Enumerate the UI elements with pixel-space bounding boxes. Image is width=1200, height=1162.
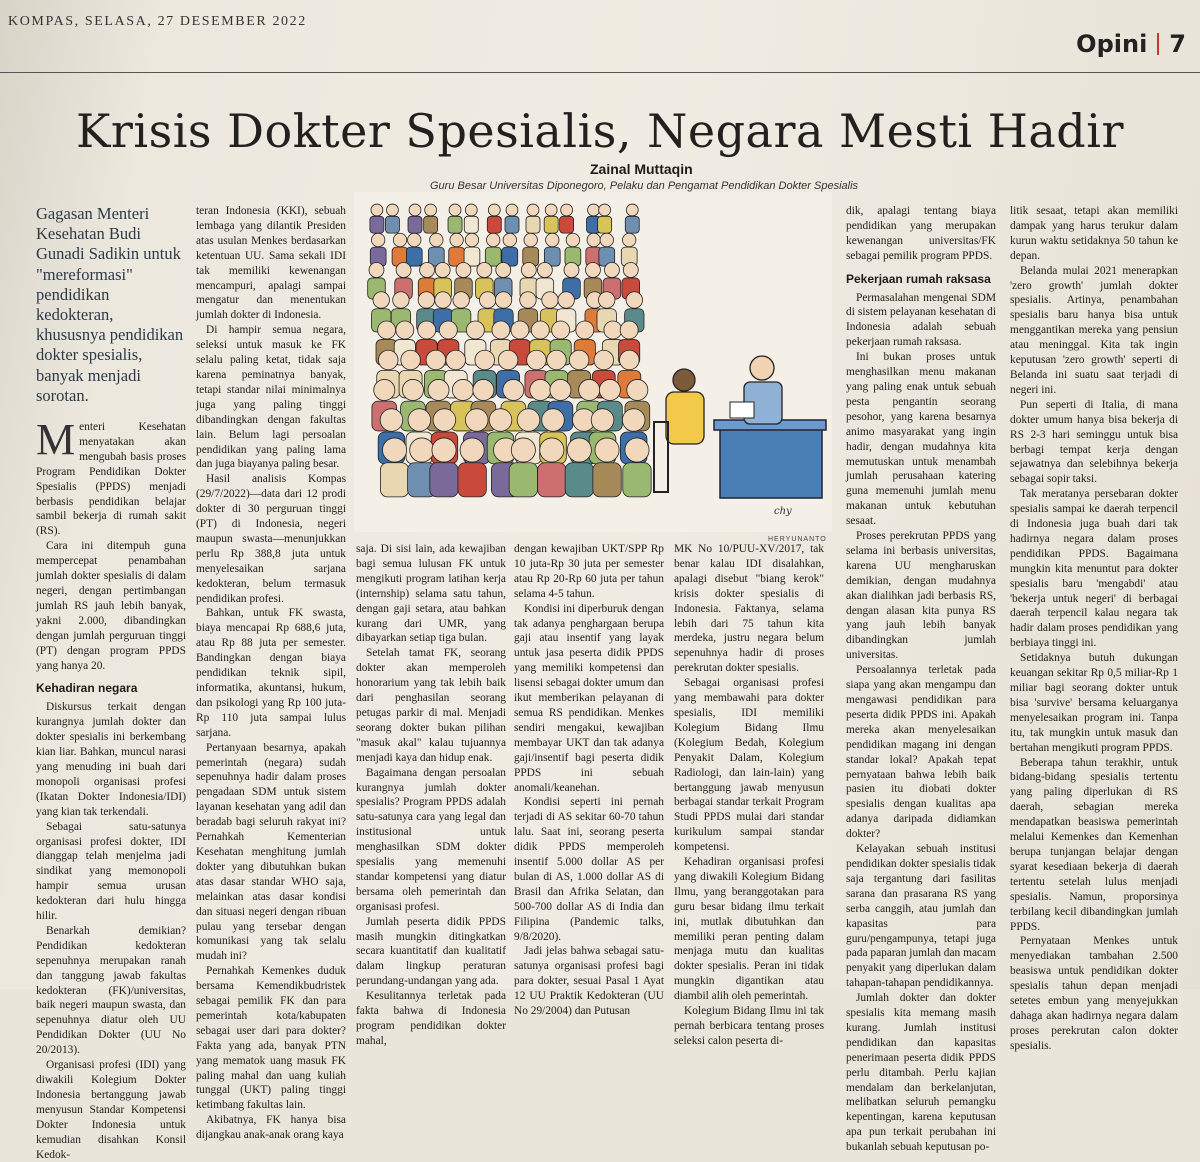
crowd-person-body xyxy=(408,216,422,233)
crowd-person-body xyxy=(458,463,486,497)
crowd-person-head xyxy=(466,321,484,339)
crowd-person-head xyxy=(465,204,477,216)
col2-para-4: Pertanyaan besarnya, apakah pemerintah (negara) sudah sepenuhnya hadir dalam proses pengadaan SDM untuk sistem layanan kesehatan yang adil dan beradab bagi seluruh rakyat ini? Pernahkah Kementerian Kesehatan menghitung jumlah dokter yang dibutuhkan bukan atas dasar standar WHO saja, melainkan atas dasar kondisi dan situasi negeri dengan ribuan pulau yang tersebar dengan komunikasi yang tak selalu mudah ini? xyxy=(196,741,346,963)
crowd-person-body xyxy=(385,216,399,233)
col1-para-0: Menteri Kesehatan menyatakan akan mengubah basis proses Program Pendidikan Dokter Spesialis (PPDS) menjadi berbasis pendidikan belajar sambil bekerja di rumah sakit (RS). xyxy=(36,415,186,538)
col1b-para-0: Diskursus terkait dengan kurangnya jumlah dokter dan dokter spesialis ini berkembang kian liar. Bahkan, muncul narasi yang menuding ini buah dari monopoli organisasi profesi (Ikatan Dokter Indonesia/IDI) yang kian tak terkendali. xyxy=(36,701,186,818)
crowd-person-head xyxy=(599,204,611,216)
col7-para-4: Setidaknya butuh dukungan keuangan sekitar Rp 0,5 miliar-Rp 1 miliar bagi seorang dokter untuk bisa 'survive' bersama keluarganya menyelesaikan program ini. Tanpa itu, tak mungkin untuk masuk dan bertahan mengikuti program PPDS. xyxy=(1010,652,1178,754)
crowd-person-head xyxy=(426,350,446,370)
crowd-person-head xyxy=(561,204,573,216)
col1-para-1: Cara ini ditempuh guna mempercepat penambahan jumlah dokter spesialis di dalam negeri, dengan pertimbangan jumlah RS jauh lebih banyak, yakni 2.000, dibandingkan dengan jumlah perguruan tinggi (PT) dengan program PPDS yang hanya 20. xyxy=(36,540,186,672)
crowd-figures xyxy=(368,204,652,497)
section-header xyxy=(1076,30,1186,58)
crowd-person-head xyxy=(520,292,536,308)
col2-para-5: Pernahkah Kemenkes duduk bersama Kemendikbudristek sebagai pemilik FK dan para pemerintah kota/kabupaten sebagai user dari para dokter? Fakta yang ada, banyak PTN yang mematok uang masuk FK paling mahal dan uang kuliah tunggal (UKT) paling tinggi ketimbang fakultas lain. xyxy=(196,965,346,1112)
crowd-person-head xyxy=(428,379,449,400)
crowd-person-head xyxy=(380,409,403,432)
crowd-person-head xyxy=(465,409,488,432)
col2-para-6: Akibatnya, FK hanya bisa dijangkau anak-anak orang kaya xyxy=(196,1114,346,1142)
doctor-head xyxy=(750,356,774,380)
crowd-person-body xyxy=(593,463,621,497)
crowd-person-head xyxy=(386,204,398,216)
col5-para-0: MK No 10/PUU-XV/2017, tak benar kalau IDI disalahkan, apalagi disebut "biang kerok" krisis dokter spesialis di Indonesia. Faktanya, selama lebih dari 75 tahun kita merdeka, justru negara belum sepenuhnya hadir di proses perekrutan dokter spesialis. xyxy=(674,543,824,675)
crowd-person-head xyxy=(627,379,648,400)
crowd-person-head xyxy=(604,321,622,339)
col3-para-3: Jumlah peserta didik PPDS masih mungkin ditingkatkan secara kuantitatif dan kualitatif dalam lingkup peraturan perundang-undangan yang ada. xyxy=(356,915,506,988)
col6-para-2: Proses perekrutan PPDS yang selama ini berbasis universitas, karena UU mengharuskan demikian, dengan mudahnya akan dialihkan jadi berbasis RS, dengan alasan kita punya RS yang jauh lebih banyak dibandingkan jumlah universitas. xyxy=(846,530,996,662)
crowd-person-head xyxy=(488,204,500,216)
col1b-para-1: Sebagai satu-satunya organisasi profesi dokter, IDI dianggap telah menjelma jadi sindikat yang memonopoli hampir semua urusan kedokteran dari hulu hingga hilir. xyxy=(36,820,186,923)
patient-body xyxy=(666,392,704,444)
crowd-person-body xyxy=(526,216,540,233)
crowd-person-head xyxy=(623,263,638,278)
column-6 xyxy=(846,204,996,1155)
crowd-person-head xyxy=(383,438,407,462)
col6-top-para: dik, apalagi tentang biaya pendidikan yang merupakan kewenangan universitas/FK sebagai pemilik program PPDS. xyxy=(846,205,996,262)
crowd-person-head xyxy=(393,292,409,308)
crowd-person-head xyxy=(378,321,396,339)
dropcap: M xyxy=(36,415,76,465)
col7-para-1: Belanda mulai 2021 menerapkan 'zero growth' jumlah dokter spesialis. Artinya, penambahan spesialis baru hanya bisa untuk menggantikan mereka yang pensiun atau meninggal. Kita tak ingin keputusan 'zero growth' seperti di Belanda ini suatu saat terjadi di negeri ini. xyxy=(1010,264,1178,396)
crowd-person-body xyxy=(565,463,593,497)
crowd-person-head xyxy=(530,379,551,400)
crowd-person-head xyxy=(524,233,537,246)
column-5 xyxy=(674,542,824,1049)
crowd-person-head xyxy=(558,292,574,308)
crowd-person-head xyxy=(531,321,549,339)
crowd-person-body xyxy=(424,216,438,233)
crowd-person-body xyxy=(623,463,651,497)
crowd-person-head xyxy=(540,438,564,462)
column-4 xyxy=(514,542,664,1019)
col7-para-0: litik sesaat, tetapi akan memiliki dampak yang harus terukur dalam kurun waktu setidaknya 50 tahun ke depan. xyxy=(1010,205,1178,262)
col5-para-2: Kehadiran organisasi profesi yang diwakili Kolegium Bidang Ilmu, yang beranggotakan para guru besar bidang ilmu terkait ini, mutlak dibutuhkan dan memiliki peran penting dalam menjaga mutu dan kualitas dokter spesialis. Peran ini tidak mungkin digantikan atau diambil alih oleh pemerintah. xyxy=(674,856,824,1003)
col3-para-0: saja. Di sisi lain, ada kewajiban bagi semua lulusan FK untuk mengikuti program latihan kerja (internship) selama satu tahun, dengan gaji setara, atau bahkan kurang dari UMR, yang dibayarkan setiap tiga bulan. xyxy=(356,543,506,645)
crowd-person-head xyxy=(435,292,451,308)
col6-para-5: Jumlah dokter dan dokter spesialis kita memang masih kurang. Jumlah institusi pendidikan dan kapasitas penerimaan peserta didik PPDS perlu ditambah. Perlu kajian mendalam dan berkelanjutan, melibatkan seluruh pemangku kepentingan, karena keputusan apa pun terkait perubahan ini bukanlah sebuah keputusan po- xyxy=(846,992,996,1154)
col2-para-0: teran Indonesia (KKI), sebuah lembaga yang dilantik Presiden atas usulan Menkes berdasarkan ketentuan UU. Sama sekali IDI tak memiliki kewenangan mencampuri, apalagi sampai mengatur dan menentukan jumlah dokter di Indonesia. xyxy=(196,205,346,322)
crowd-person-head xyxy=(396,263,411,278)
column-7 xyxy=(1010,204,1178,1054)
section-name: Opini xyxy=(1076,30,1148,58)
section-divider xyxy=(1157,33,1159,55)
crowd-person-head xyxy=(503,233,516,246)
col6-para-4: Kelayakan sebuah institusi pendidikan dokter spesialis tidak saja tergantung dari fasilitas sarana dan prasarana RS yang serba canggih, atau jumlah dan kapasitas para guru/pengampunya, tetapi juga pada paparan jumlah dan macam penyakit yang diperlukan dalam tahapan-tahapan pendidikannya. xyxy=(846,843,996,990)
col4-para-3: Jadi jelas bahwa sebagai satu-satunya organisasi profesi bagi para dokter, sesuai Pasal 1 Ayat 12 UU Praktik Kedokteran (UU No 29/2004) dan Putusan xyxy=(514,945,664,1018)
crowd-person-head xyxy=(620,350,640,370)
crowd-person-head xyxy=(430,233,443,246)
crowd-person-head xyxy=(506,204,518,216)
col1b-para-3: Organisasi profesi (IDI) yang diwakili Kolegium Dokter Indonesia bertanggung jawab menyusun Standar Kompetensi Dokter Indonesia untuk kemudian disahkan Konsil Kedok- xyxy=(36,1059,186,1161)
col6-para-1: Ini bukan proses untuk menghasilkan menu makanan yang paling enak untuk sebuah pesta pengantin seorang pesohor, yang karena besarnya animo masyarakat yang ingin hadir, dengan mudahnya kita memutuskan untuk menambah jumlah perusahaan katering guna memenuhi jumlah menu makanan untuk kebutuhan sesaat. xyxy=(846,351,996,528)
crowd-person-head xyxy=(408,409,431,432)
crowd-person-head xyxy=(369,263,384,278)
crowd-person-head xyxy=(374,379,395,400)
crowd-person-head xyxy=(479,292,495,308)
crowd-person-head xyxy=(371,233,384,246)
crowd-person-head xyxy=(477,263,492,278)
crowd-person-body xyxy=(509,463,537,497)
crowd-person-head xyxy=(425,204,437,216)
crowd-person-head xyxy=(600,233,613,246)
crowd-person-body xyxy=(464,216,478,233)
crowd-person-head xyxy=(552,321,570,339)
crowd-person-head xyxy=(569,350,589,370)
top-rule xyxy=(0,72,1200,73)
crowd-person-head xyxy=(433,409,456,432)
col7-para-3: Tak meratanya persebaran dokter spesialis sampai ke daerah terpencil di Indonesia juga buah dari tak hadirnya negara dalam proses pendidikan PPDS. Bagaimana mungkin kita menuntut para dokter spesialis baru 'mengabdi' atau 'bekerja untuk negeri' di berbagai daerah terpencil kalau negara tak hadir dalam proses pendidikan yang berbiaya tinggi ini. xyxy=(1010,488,1178,650)
crowd-person-head xyxy=(626,292,642,308)
crowd-person-head xyxy=(418,292,434,308)
column-3 xyxy=(356,542,506,1049)
col4-para-1: Kondisi ini diperburuk dengan tak adanya penghargaan berupa gaji atau insentif yang layak untuk jasa peserta didik PPDS yang memiliki kompetensi dan lisensi sebagai dokter umum dan ikut memberikan pelayanan di semua RS pendidikan. Menkes sendiri mengakui, kewajiban membayar UKT dan tak adanya gaji/insentif bagi peserta didik PPDS ini sebuah anomali/keanehan. xyxy=(514,602,664,794)
crowd-person-head xyxy=(475,350,495,370)
crowd-person-head xyxy=(418,321,436,339)
crowd-person-body xyxy=(487,216,501,233)
crowd-person-head xyxy=(591,409,614,432)
subheading-kehadiran: Kehadiran negara xyxy=(36,681,138,696)
crowd-person-head xyxy=(409,204,421,216)
crowd-person-head xyxy=(435,263,450,278)
article-author: Zainal Muttaqin xyxy=(590,161,693,177)
crowd-person-head xyxy=(371,204,383,216)
crowd-person-head xyxy=(595,438,619,462)
crowd-person-head xyxy=(542,292,558,308)
crowd-person-head xyxy=(410,438,434,462)
crowd-person-body xyxy=(538,463,566,497)
col4-para-0: dengan kewajiban UKT/SPP Rp 10 juta-Rp 30 juta per semester atau Rp 20-Rp 60 juta per tahun selama 4-5 tahun. xyxy=(514,543,664,600)
col4-para-2: Kondisi seperti ini pernah terjadi di AS sekitar 60-70 tahun lalu. Saat ini, seorang peserta didik PPDS memperoleh insentif 5.000 dollar AS per bulan di AS, 1.000 dollar AS di Brasil dan Afrika Selatan, dan 500-700 dollar AS di India dan Filipina (Pandemic talks, 9/8/2020). xyxy=(514,796,664,943)
crowd-person-head xyxy=(498,350,518,370)
column-2 xyxy=(196,204,346,1143)
author-affiliation: Guru Besar Universitas Diponegoro, Pelaku dan Pengamat Pendidikan Dokter Spesialis xyxy=(430,180,859,192)
crowd-person-head xyxy=(547,350,567,370)
crowd-person-head xyxy=(579,379,600,400)
crowd-person-head xyxy=(567,438,591,462)
crowd-person-head xyxy=(537,263,552,278)
crowd-person-head xyxy=(566,233,579,246)
subheading-pekerjaan: Pekerjaan rumah raksasa xyxy=(846,271,991,286)
desk xyxy=(720,428,822,498)
article-title: Krisis Dokter Spesialis, Negara Mesti Hadir xyxy=(76,104,1124,158)
paper xyxy=(730,402,754,418)
crowd-person-head xyxy=(396,321,414,339)
crowd-person-head xyxy=(439,321,457,339)
illustration xyxy=(354,192,832,532)
crowd-person-body xyxy=(448,216,462,233)
crowd-person-head xyxy=(626,204,638,216)
col7-para-5: Beberapa tahun terakhir, untuk bidang-bidang spesialis tertentu yang paling diperlukan di RS daerah, sebagian mereka mendapatkan beasiswa pemerintah melalui Kemenkes dan Kemenhan berupa tunjangan belajar dengan syarat kesediaan bekerja di daerah tertentu setelah lulus menjadi spesialis. Namun, proporsinya terbilang kecil dibandingkan jumlah PPDS. xyxy=(1010,756,1178,933)
crowd-person-head xyxy=(393,233,406,246)
crowd-person-head xyxy=(401,350,421,370)
col5-para-1: Sebagai organisasi profesi yang membawahi para dokter spesialis, IDI memiliki Kolegium Bidang Ilmu (Kolegium Bedah, Kolegium Penyakit Dalam, Kolegium Radiologi, dan lain-lain) yang bertanggung jawab menyusun berbagai standar terkait Program Studi PPDS mulai dari standar kurikulum sampai standar kompetensi. xyxy=(674,677,824,854)
crowd-person-head xyxy=(604,263,619,278)
crowd-person-head xyxy=(408,233,421,246)
crowd-person-head xyxy=(550,379,571,400)
page-number: 7 xyxy=(1169,30,1186,58)
crowd-person-body xyxy=(544,216,558,233)
column-1 xyxy=(36,204,186,1162)
crowd-person-body xyxy=(625,216,639,233)
crowd-person-head xyxy=(576,321,594,339)
crowd-person-head xyxy=(527,350,547,370)
article-lead: Gagasan Menteri Kesehatan Budi Gunadi Sadikin untuk "mereformasi" pendidikan kedokteran, khususnya pendidikan dokter spesialis, banyak menjadi sorotan. xyxy=(36,204,184,405)
crowd-person-head xyxy=(527,204,539,216)
crowd-person-head xyxy=(373,292,389,308)
crowd-person-head xyxy=(378,350,398,370)
col1b-para-2: Benarkah demikian? Pendidikan kedokteran sepenuhnya merupakan ranah dan tanggung jawab fakultas kedokteran (FK)/universitas, baik negeri maupun swasta, dan sepenuhnya diatur oleh UU Pendidikan Dokter (UU No 20/2013). xyxy=(36,924,186,1057)
crowd-person-head xyxy=(449,204,461,216)
illustration-signature: chy xyxy=(774,506,792,517)
col2-para-3: Bahkan, untuk FK swasta, biaya mencapai Rp 688,6 juta, atau Rp 88 juta per semester. Bandingkan dengan biaya pendidikan teknik sipil, informatika, akuntansi, hukum, dan psikologi yang Rp 100 juta-Rp 110 juta sampai lulus sarjana. xyxy=(196,607,346,739)
col2-para-1: Di hampir semua negara, seleksi untuk masuk ke FK selalu paling ketat, tidak saja karena peminatnya banyak, tetapi standar nilai minimalnya juga yang paling tinggi dibandingkan dengan fakultas lain. Belum lagi persoalan pendidikan yang paling lama dan juga biayanya paling besar. xyxy=(196,324,346,471)
crowd-person-body xyxy=(560,216,574,233)
crowd-person-head xyxy=(452,379,473,400)
col7-para-2: Pun seperti di Italia, di mana dokter umum hanya bisa bekerja di RS 2-3 hari seminggu untuk bisa berbagi tempat kerja dengan sejawatnya dan selebihnya bekerja sebagai sopir taksi. xyxy=(1010,398,1178,486)
crowd-person-head xyxy=(420,263,435,278)
illustration-credit: HERYUNANTO xyxy=(768,536,827,543)
crowd-person-head xyxy=(492,321,510,339)
crowd-person-head xyxy=(588,204,600,216)
crowd-person-head xyxy=(585,263,600,278)
crowd-person-head xyxy=(453,292,469,308)
crowd-person-body xyxy=(430,463,458,497)
crowd-person-body xyxy=(370,216,384,233)
crowd-person-head xyxy=(489,409,512,432)
crowd-person-head xyxy=(473,379,494,400)
col6-para-0: Permasalahan mengenai SDM di sistem pelayanan kesehatan di Indonesia adalah sebuah pekerjaan rumah raksasa. xyxy=(846,291,996,349)
crowd-person-head xyxy=(495,292,511,308)
col2-para-2: Hasil analisis Kompas (29/7/2022)—data dari 12 prodi dokter di 30 perguruan tinggi (PT) di Indonesia, negeri maupun swasta—menunjukkan perlu Rp 388,8 juta untuk menyelesaikan sarjana kedokteran, belum termasuk pendidikan profesi. xyxy=(196,473,346,605)
crowd-person-body xyxy=(505,216,519,233)
col3-para-2: Bagaimana dengan persoalan kurangnya jumlah dokter spesialis? Program PPDS adalah satu-satunya cara yang legal dan institusional untuk menghasilkan SDM dokter spesialis yang memenuhi standar kompetensi yang diatur bersama oleh pemerintah dan organisasi profesi. xyxy=(356,766,506,913)
crowd-person-head xyxy=(511,321,529,339)
crowd-person-head xyxy=(598,292,614,308)
crowd-person-head xyxy=(402,379,423,400)
col5-para-3: Kolegium Bidang Ilmu ini tak pernah berbicara tentang proses seleksi calon peserta di- xyxy=(674,1005,824,1047)
crowd-person-head xyxy=(503,379,524,400)
crowd-person-head xyxy=(587,233,600,246)
crowd-person-head xyxy=(622,409,645,432)
col7-para-6: Pernyataan Menkes untuk menyediakan tambahan 2.500 beasiswa untuk pendidikan dokter spesialis tahun depan menjadi setetes embun yang menyejukkan dahaga akan hadirnya negara dalam proses perekrutan calon dokter spesialis. xyxy=(1010,935,1178,1052)
crowd-person-head xyxy=(511,438,535,462)
crowd-person-head xyxy=(521,263,536,278)
crowd-person-head xyxy=(546,233,559,246)
col6-para-3: Persoalannya terletak pada siapa yang akan mengampu dan mengawasi pendidikan para peserta didik PPDS ini. Apakah mereka akan menyelesaikan pendidikan magang ini dengan standar lokal? Apakah tepat pernyataan bahwa lebih baik pasien itu diobati dokter spesialis dengan kualitas apa adanya daripada didiamkan dokter? xyxy=(846,664,996,841)
col3-para-4: Kesulitannya terletak pada fakta bahwa di Indonesia program pendidikan dokter mahal, xyxy=(356,990,506,1047)
crowd-person-head xyxy=(450,233,463,246)
crowd-person-head xyxy=(446,350,466,370)
masthead-date: KOMPAS, SELASA, 27 DESEMBER 2022 xyxy=(8,14,307,29)
crowd-person-body xyxy=(380,463,408,497)
crowd-person-head xyxy=(594,350,614,370)
crowd-person-head xyxy=(542,409,565,432)
crowd-person-head xyxy=(487,233,500,246)
crowd-person-head xyxy=(623,233,636,246)
crowd-person-head xyxy=(517,409,540,432)
crowd-person-head xyxy=(456,263,471,278)
crowd-person-head xyxy=(432,438,456,462)
crowd-person-head xyxy=(496,263,511,278)
crowd-person-head xyxy=(599,379,620,400)
crowd-illustration xyxy=(354,192,832,532)
crowd-person-body xyxy=(406,247,422,266)
col3-para-1: Setelah tamat FK, seorang dokter akan memperoleh honorarium yang tak lebih baik dari penghasilan seorang petugas parkir di mal. Menjadi seorang dokter bukan pilihan "masuk akal" kalau tujuannya menjadi kaya dan hidup enak. xyxy=(356,647,506,764)
crowd-person-head xyxy=(625,438,649,462)
crowd-person-head xyxy=(545,204,557,216)
crowd-person-head xyxy=(465,233,478,246)
crowd-person-head xyxy=(460,438,484,462)
crowd-person-head xyxy=(620,321,638,339)
patient-head xyxy=(673,369,695,391)
crowd-person-head xyxy=(564,263,579,278)
crowd-person-body xyxy=(598,216,612,233)
